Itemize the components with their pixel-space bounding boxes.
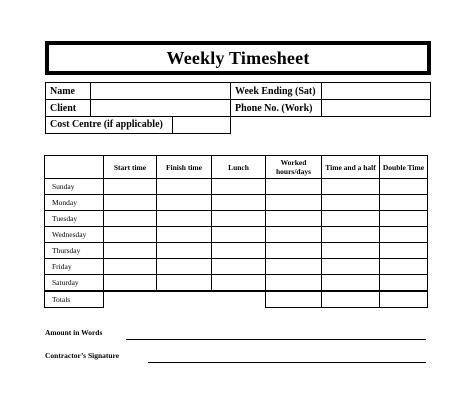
table-row	[45, 227, 428, 243]
header-start-time: Start time	[104, 156, 157, 179]
cost-centre-field[interactable]	[173, 117, 230, 133]
contractor-signature-line[interactable]	[148, 362, 426, 363]
cell[interactable]	[157, 195, 212, 211]
cell[interactable]	[322, 227, 380, 243]
contractor-signature-label: Contractor’s Signature	[45, 351, 120, 360]
cell[interactable]	[157, 179, 212, 195]
cell[interactable]	[380, 195, 428, 211]
header-worked-hours: Worked hours/days	[266, 156, 322, 179]
total-worked-hours[interactable]	[266, 291, 322, 308]
cell[interactable]	[322, 211, 380, 227]
cell[interactable]	[380, 227, 428, 243]
info-table	[45, 82, 431, 134]
client-label: Client	[46, 100, 91, 117]
totals-row	[45, 291, 428, 308]
cell[interactable]	[104, 275, 157, 292]
day-label: Wednesday	[45, 227, 104, 243]
table-row	[45, 243, 428, 259]
amount-in-words-label: Amount in Words	[45, 328, 103, 337]
cell[interactable]	[380, 259, 428, 275]
title-box	[45, 41, 431, 75]
cell[interactable]	[212, 211, 266, 227]
cell[interactable]	[266, 195, 322, 211]
day-label: Tuesday	[45, 211, 104, 227]
name-field[interactable]	[91, 83, 231, 100]
day-label: Monday	[45, 195, 104, 211]
cell[interactable]	[266, 211, 322, 227]
cell[interactable]	[380, 211, 428, 227]
cell[interactable]	[322, 195, 380, 211]
day-label: Saturday	[45, 275, 104, 292]
cell[interactable]	[104, 211, 157, 227]
phone-label: Phone No. (Work)	[231, 100, 322, 117]
cost-centre-cell	[46, 117, 231, 134]
cell[interactable]	[104, 195, 157, 211]
cell[interactable]	[266, 179, 322, 195]
cell[interactable]	[266, 243, 322, 259]
corner-cell	[45, 156, 104, 179]
cell[interactable]	[212, 275, 266, 292]
timesheet-table	[44, 155, 428, 308]
week-ending-field[interactable]	[322, 83, 431, 100]
cell[interactable]	[266, 259, 322, 275]
cell[interactable]	[104, 179, 157, 195]
header-lunch: Lunch	[212, 156, 266, 179]
table-row	[45, 195, 428, 211]
cell[interactable]	[104, 243, 157, 259]
page-title: Weekly Timesheet	[166, 47, 310, 68]
table-row	[45, 211, 428, 227]
header-finish-time: Finish time	[157, 156, 212, 179]
amount-in-words-line[interactable]	[126, 339, 426, 340]
cell[interactable]	[157, 243, 212, 259]
day-label: Friday	[45, 259, 104, 275]
table-row	[45, 275, 428, 292]
cell[interactable]	[104, 259, 157, 275]
name-label: Name	[46, 83, 91, 100]
cell[interactable]	[212, 259, 266, 275]
week-ending-label: Week Ending (Sat)	[231, 83, 322, 100]
cell[interactable]	[212, 243, 266, 259]
cell[interactable]	[266, 227, 322, 243]
cell[interactable]	[157, 227, 212, 243]
cell[interactable]	[157, 211, 212, 227]
table-row	[45, 259, 428, 275]
cell[interactable]	[212, 227, 266, 243]
cell[interactable]	[322, 259, 380, 275]
day-label: Sunday	[45, 179, 104, 195]
cell[interactable]	[322, 275, 380, 292]
cell[interactable]	[380, 179, 428, 195]
cell[interactable]	[157, 275, 212, 292]
total-double-time[interactable]	[380, 291, 428, 308]
cell[interactable]	[104, 227, 157, 243]
cell[interactable]	[212, 179, 266, 195]
cell[interactable]	[322, 179, 380, 195]
totals-label: Totals	[45, 291, 104, 308]
phone-field[interactable]	[322, 100, 431, 117]
header-time-and-half: Time and a half	[322, 156, 380, 179]
cell[interactable]	[157, 259, 212, 275]
cell[interactable]	[322, 243, 380, 259]
cell[interactable]	[380, 275, 428, 292]
day-label: Thursday	[45, 243, 104, 259]
cell[interactable]	[380, 243, 428, 259]
header-double-time: Double Time	[380, 156, 428, 179]
client-field[interactable]	[91, 100, 231, 117]
cell[interactable]	[212, 195, 266, 211]
total-time-and-half[interactable]	[322, 291, 380, 308]
cost-centre-label: Cost Centre (if applicable)	[46, 117, 173, 133]
cell[interactable]	[266, 275, 322, 292]
table-row	[45, 179, 428, 195]
